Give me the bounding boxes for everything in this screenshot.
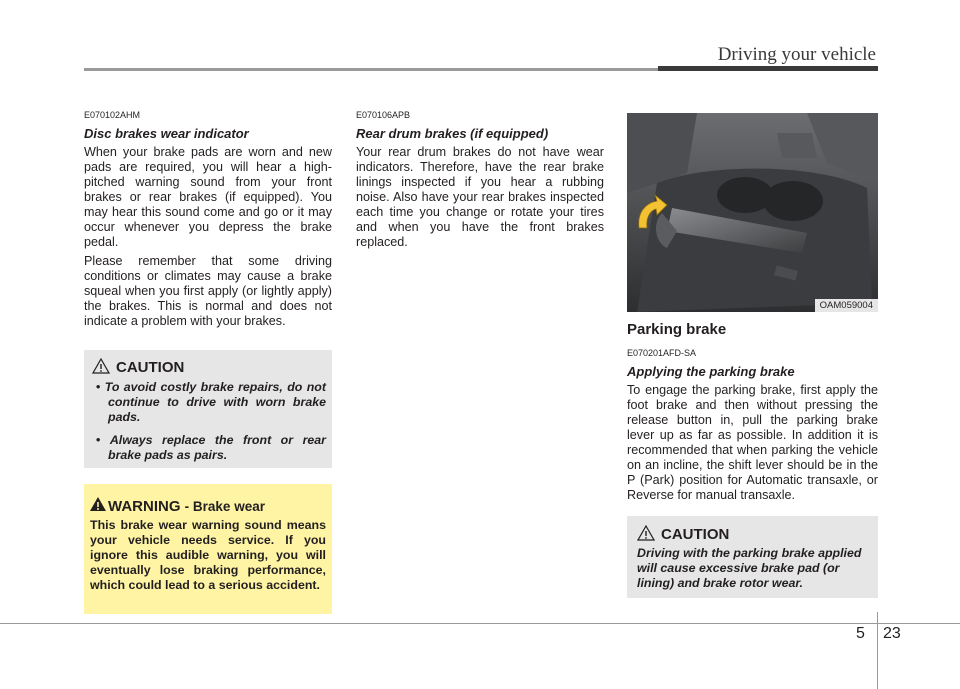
caution-box: [84, 350, 332, 468]
paragraph: When your brake pads are worn and new pads are required, you will hear a high-pitched warning sound from your front brakes or rear brakes (if equipped). You may hear this sound come and go or it may occur whenever you depress the brake pedal.: [84, 145, 332, 249]
warning-label: WARNING: [108, 498, 181, 515]
warning-title: [108, 498, 265, 515]
section-code: E070106APB: [356, 110, 411, 120]
warning-subject: - Brake wear: [184, 499, 265, 514]
warning-triangle-icon: [89, 496, 107, 512]
caution-box-parking: [627, 516, 878, 598]
warning-box: [84, 484, 332, 614]
page-number: 23: [883, 625, 901, 642]
paragraph: To engage the parking brake, first apply the foot brake and then without pressing the release button in, pull the parking brake lever up as far as possible. In addition it is recommended that when parking the vehicle on an incline, the shift lever should be in the P (Park) position for Automatic transaxle, or Reverse for manual transaxle.: [627, 383, 878, 502]
subheading: Disc brakes wear indicator: [84, 126, 249, 141]
warning-text: This brake wear warning sound means your vehicle needs service. If you ignore this audible warning, you will eventually lose braking performance, which could lead to a serious accident.: [90, 518, 326, 592]
section-title: Parking brake: [627, 321, 727, 338]
footer-rule: [0, 623, 960, 624]
caution-item: • To avoid costly brake repairs, do not continue to drive with worn brake pads.: [90, 380, 326, 425]
caution-triangle-icon: [92, 358, 110, 374]
section-code: E070201AFD-SA: [627, 348, 697, 358]
paragraph: Please remember that some driving conditions or climates may cause a brake squeal when you first apply (or lightly apply) the brakes. This is normal and does not indicate a problem with your brakes.: [84, 254, 332, 328]
section-code: E070102AHM: [84, 110, 141, 120]
caution-title: CAUTION: [661, 526, 730, 543]
chapter-number: 5: [856, 625, 865, 642]
caution-item: • Always replace the front or rear brake pads as pairs.: [90, 433, 326, 463]
subheading: Rear drum brakes (if equipped): [356, 126, 549, 141]
caution-text: Driving with the parking brake applied will cause excessive brake pad (or lining) and brake rotor wear.: [637, 546, 862, 590]
caution-triangle-icon: [637, 525, 655, 541]
footer-divider: [877, 612, 878, 689]
subheading: Applying the parking brake: [627, 364, 795, 379]
left-column: [84, 110, 332, 333]
caution-list: [90, 380, 326, 471]
parking-brake-illustration: [627, 113, 878, 312]
paragraph: Your rear drum brakes do not have wear indicators. Therefore, have the rear brake linings inspected if you hear a rubbing noise. Also have your rear brakes inspected each time you change or rotate your tires and when you have the front brakes replaced.: [356, 145, 604, 249]
running-header: Driving your vehicle: [717, 44, 876, 65]
caution-title: CAUTION: [116, 359, 185, 376]
header-rule-accent: [658, 66, 878, 71]
middle-column: [356, 110, 604, 254]
photo-code: OAM059004: [815, 299, 878, 312]
right-column: [627, 315, 878, 507]
parking-brake-photo: [627, 113, 878, 312]
